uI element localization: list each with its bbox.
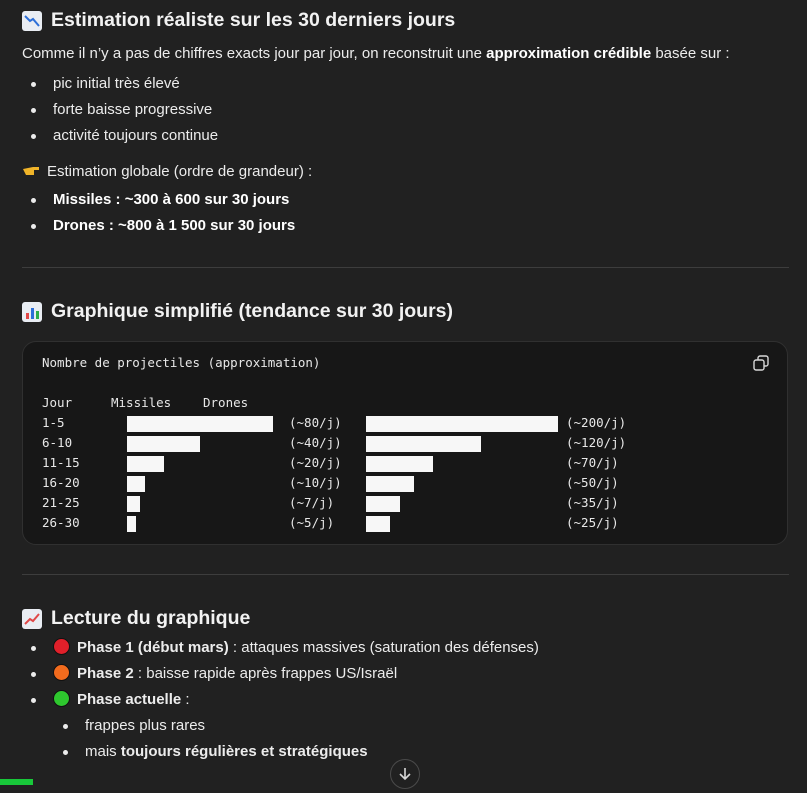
chart-title: Nombre de projectiles (approximation) bbox=[42, 355, 321, 370]
chart-decreasing-icon bbox=[22, 11, 42, 31]
chart-increasing-icon bbox=[22, 609, 42, 629]
list-item: pic initial très élevé bbox=[22, 71, 218, 97]
divider bbox=[22, 574, 789, 575]
phase-text: : baisse rapide après frappes US/Israël bbox=[133, 665, 398, 682]
data-label-missiles: (~10/j) bbox=[289, 475, 342, 490]
sub-bold: toujours régulières et stratégiques bbox=[120, 743, 368, 760]
section-title: Lecture du graphique bbox=[51, 607, 251, 629]
bar-drones bbox=[366, 516, 390, 532]
orange-circle-icon bbox=[53, 664, 70, 681]
arrow-down-icon bbox=[391, 760, 419, 788]
data-label-drones: (~70/j) bbox=[566, 455, 619, 470]
phase-text: : bbox=[181, 691, 190, 708]
estimate-label-text: Estimation globale (ordre de grandeur) : bbox=[47, 162, 313, 180]
bar-missiles bbox=[127, 516, 136, 532]
data-label-drones: (~50/j) bbox=[566, 475, 619, 490]
phase-label: Phase 2 bbox=[77, 665, 134, 682]
bar-missiles bbox=[127, 496, 140, 512]
bar-drones bbox=[366, 456, 433, 472]
bar-drones bbox=[366, 436, 481, 452]
intro-bold: approximation crédible bbox=[486, 45, 652, 62]
section-heading-graphique bbox=[22, 300, 453, 323]
phase-sublist bbox=[54, 713, 368, 765]
phases-list bbox=[22, 635, 539, 713]
bar-missiles bbox=[127, 476, 145, 492]
phase-label: Phase 1 (début mars) bbox=[77, 639, 229, 656]
trend-list bbox=[22, 71, 218, 149]
header-drones: Drones bbox=[203, 395, 249, 410]
data-label-missiles: (~80/j) bbox=[289, 415, 342, 430]
green-circle-icon bbox=[53, 690, 70, 707]
status-indicator bbox=[0, 779, 33, 785]
pointing-hand-icon bbox=[22, 162, 41, 180]
tick-label: 11-15 bbox=[42, 455, 80, 470]
intro-text-end: basée sur : bbox=[651, 45, 730, 62]
phase-label: Phase actuelle bbox=[77, 691, 182, 708]
list-item-drones: Drones : ~800 à 1 500 sur 30 jours bbox=[22, 213, 295, 239]
data-label-drones: (~25/j) bbox=[566, 515, 619, 530]
bar-chart-icon bbox=[22, 302, 42, 322]
data-label-drones: (~200/j) bbox=[566, 415, 627, 430]
bar-missiles bbox=[127, 416, 273, 432]
copy-icon[interactable] bbox=[753, 355, 769, 371]
tick-label: 6-10 bbox=[42, 435, 73, 450]
list-item: activité toujours continue bbox=[22, 123, 218, 149]
bar-missiles bbox=[127, 456, 164, 472]
data-label-missiles: (~7/j) bbox=[289, 495, 335, 510]
header-missiles: Missiles bbox=[111, 395, 172, 410]
tick-label: 1-5 bbox=[42, 415, 65, 430]
data-label-missiles: (~5/j) bbox=[289, 515, 335, 530]
bar-drones bbox=[366, 496, 400, 512]
list-item bbox=[54, 739, 368, 765]
section-title: Graphique simplifié (tendance sur 30 jours) bbox=[51, 300, 454, 322]
bar-drones bbox=[366, 416, 558, 432]
estimate-label bbox=[22, 162, 312, 180]
phase-text: : attaques massives (saturation des défenses) bbox=[228, 639, 539, 656]
tick-label: 16-20 bbox=[42, 475, 80, 490]
section-title: Estimation réaliste sur les 30 derniers jours bbox=[51, 9, 456, 31]
list-item-missiles: Missiles : ~300 à 600 sur 30 jours bbox=[22, 187, 295, 213]
data-label-drones: (~120/j) bbox=[566, 435, 627, 450]
bar-missiles bbox=[127, 436, 200, 452]
phase-item bbox=[22, 635, 539, 661]
phase-item bbox=[22, 661, 539, 687]
tick-label: 21-25 bbox=[42, 495, 80, 510]
section-heading-lecture bbox=[22, 607, 250, 630]
data-label-missiles: (~20/j) bbox=[289, 455, 342, 470]
section-heading-estimation bbox=[22, 9, 455, 32]
code-block bbox=[22, 341, 788, 545]
list-item: forte baisse progressive bbox=[22, 97, 218, 123]
bar-drones bbox=[366, 476, 414, 492]
header-jour: Jour bbox=[42, 395, 73, 410]
data-label-missiles: (~40/j) bbox=[289, 435, 342, 450]
data-label-drones: (~35/j) bbox=[566, 495, 619, 510]
tick-label: 26-30 bbox=[42, 515, 80, 530]
divider bbox=[22, 267, 789, 268]
sub-text: mais bbox=[85, 743, 121, 760]
intro-text: Comme il n’y a pas de chiffres exacts jour par jour, on reconstruit une bbox=[22, 45, 487, 62]
red-circle-icon bbox=[53, 638, 70, 655]
phase-item bbox=[22, 687, 539, 713]
intro-paragraph bbox=[22, 45, 730, 62]
estimates-list bbox=[22, 187, 295, 239]
list-item: frappes plus rares bbox=[54, 713, 368, 739]
